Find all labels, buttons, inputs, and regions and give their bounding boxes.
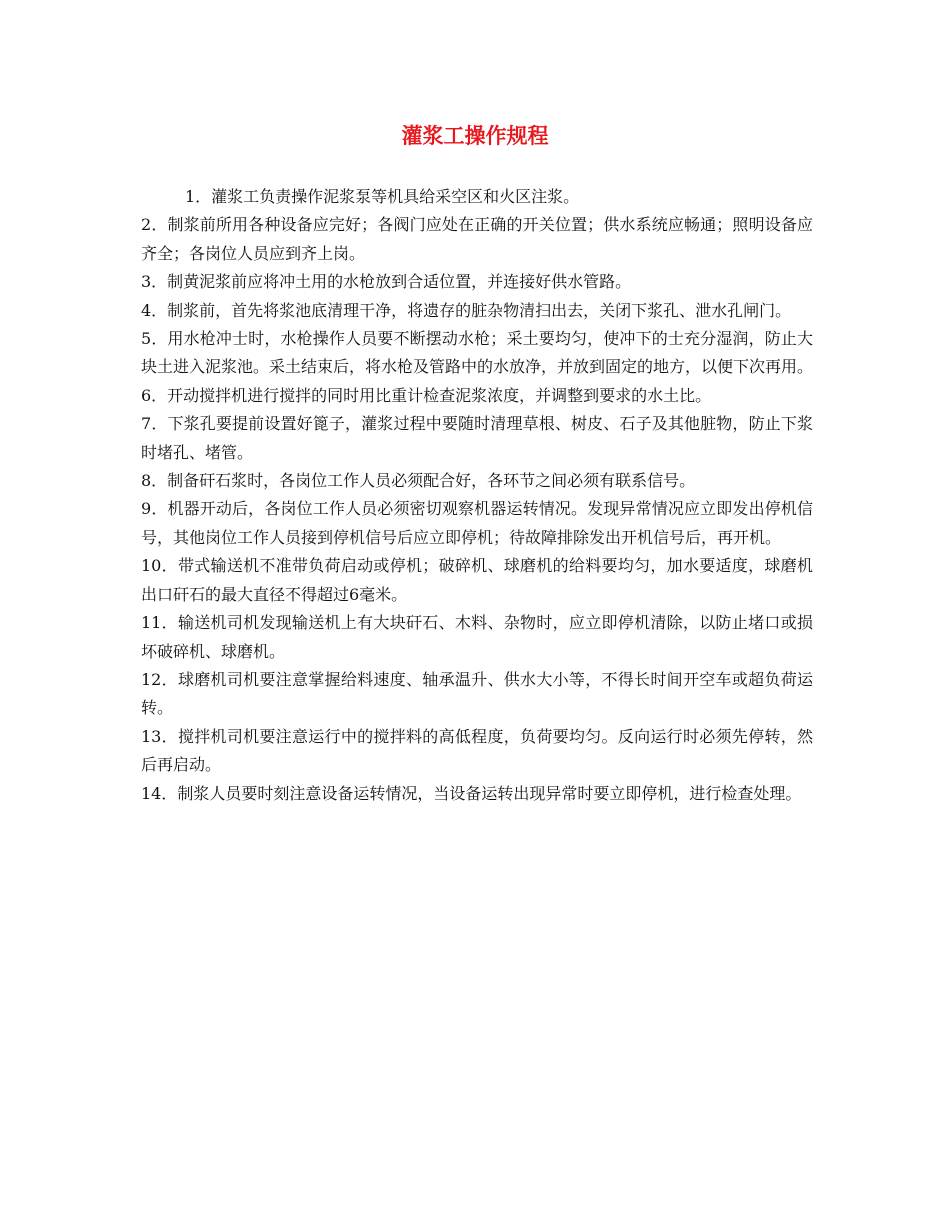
document-title: 灌浆工操作规程 xyxy=(401,123,549,148)
paragraph-7: 7．下浆孔要提前设置好篦子，灌浆过程中要随时清理草根、树皮、石子及其他脏物，防止下浆时堵孔、堵管。 xyxy=(141,414,813,462)
paragraph-9: 9．机器开动后，各岗位工作人员必须密切观察机器运转情况。发现异常情况应立即发出停机信号，其他岗位工作人员接到停机信号后应立即停机；待故障排除发出开机信号后，再开机。 xyxy=(141,499,813,547)
paragraph-1: 1．灌浆工负责操作泥浆泵等机具给采空区和火区注浆。 xyxy=(185,187,580,206)
paragraph-8: 8．制备矸石浆时，各岗位工作人员必须配合好，各环节之间必须有联系信号。 xyxy=(141,471,696,491)
paragraph-12: 12．球磨机司机要注意掌握给料速度、轴承温升、供水大小等，不得长时间开空车或超负荷运转。 xyxy=(141,669,813,718)
paragraph-4: 4．制浆前，首先将浆池底清理干净，将遗存的脏杂物清扫出去，关闭下浆孔、泄水孔闸门。 xyxy=(141,300,792,320)
paragraph-5: 5．用水枪冲士时，水枪操作人员要不断摆动水枪；采土要均匀，使冲下的士充分湿润，防止大块土进入泥浆池。采土结束后，将水枪及管路中的水放净，并放到固定的地方，以便下次再用。 xyxy=(141,329,814,377)
paragraph-10: 10．带式输送机不准带负荷启动或停机；破碎机、球磨机的给料要均匀，加水要适度，球磨机出口矸石的最大直径不得超过6毫米。 xyxy=(141,556,813,604)
paragraph-13: 13．搅拌机司机要注意运行中的搅拌料的高低程度，负荷要均匀。反向运行时必须先停转，然后再启动。 xyxy=(141,726,813,775)
document-body xyxy=(141,183,813,808)
paragraph-6: 6．开动搅拌机进行搅拌的同时用比重计检查泥浆浓度，并调整到要求的水土比。 xyxy=(141,385,712,405)
paragraph-3: 3．制黄泥浆前应将冲土用的水枪放到合适位置，并连接好供水管路。 xyxy=(141,272,632,292)
paragraph-14: 14．制浆人员要时刻注意设备运转情况，当设备运转出现异常时要立即停机，进行检查处理。 xyxy=(141,783,802,803)
paragraph-11: 11．输送机司机发现输送机上有大块矸石、木料、杂物时，应立即停机清除，以防止堵口或损坏破碎机、球磨机。 xyxy=(141,613,813,661)
paragraph-2: 2．制浆前所用各种设备应完好；各阀门应处在正确的开关位置；供水系统应畅通；照明设备应齐全；各岗位人员应到齐上岗。 xyxy=(141,215,813,263)
